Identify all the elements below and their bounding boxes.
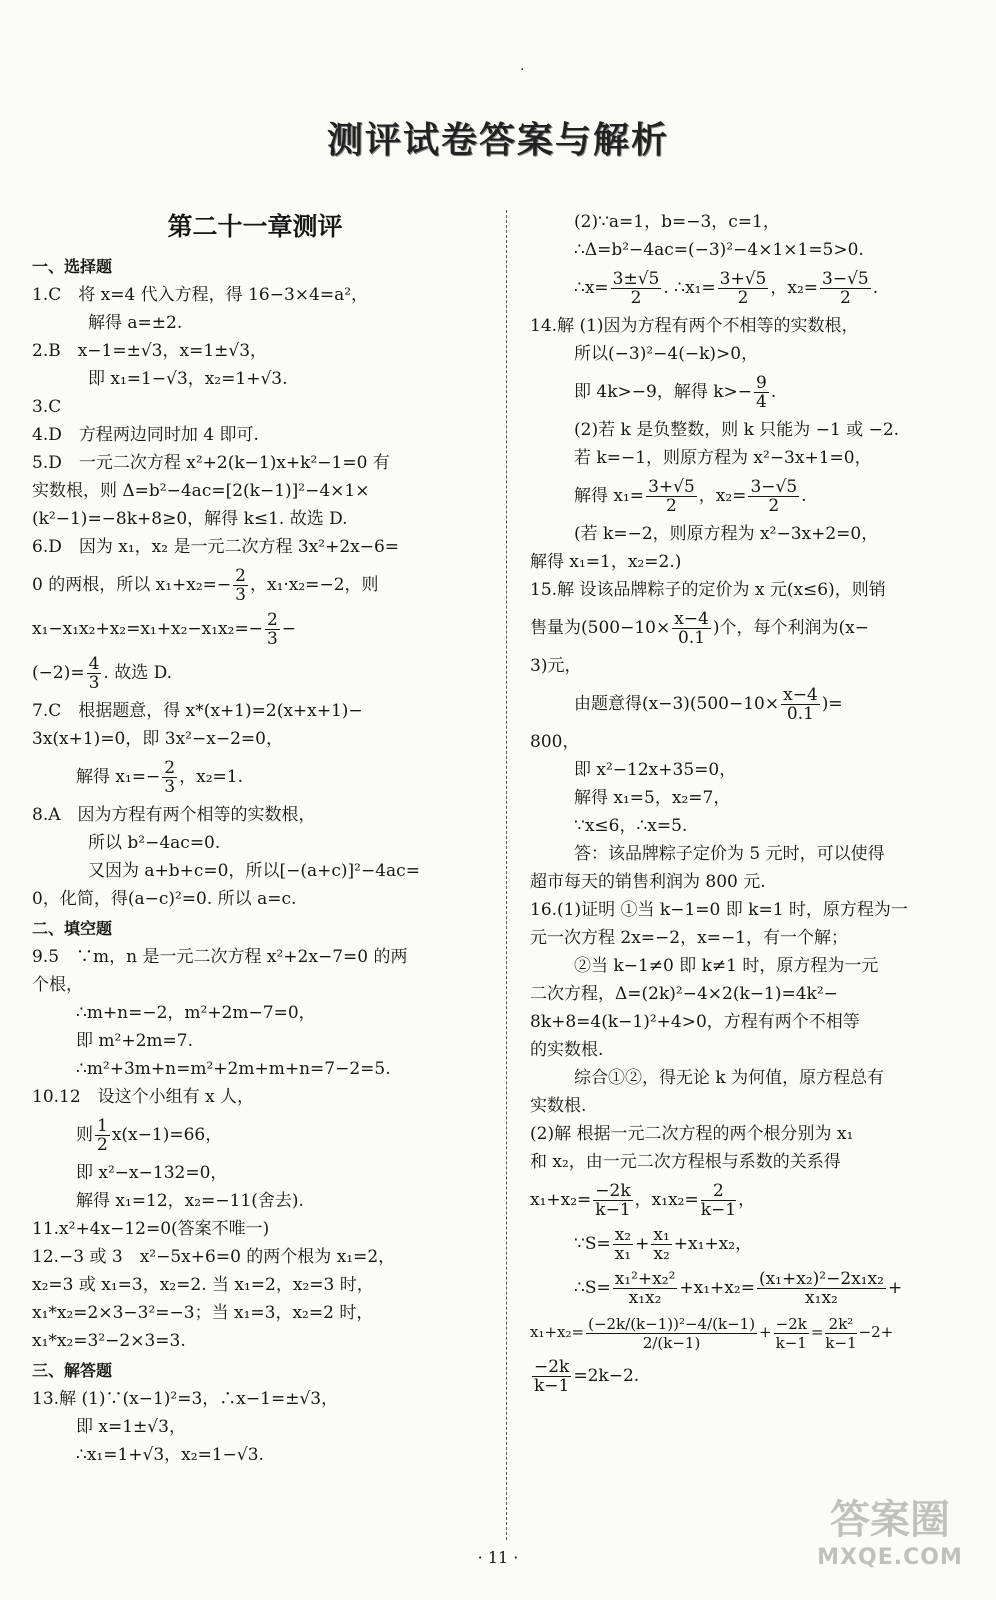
answer-line: 解得 x₁=− $\frac{2}{3}$ ，x₂=1.	[76, 758, 243, 797]
right-column	[524, 208, 970, 1400]
answer-line: 解得 x₁=5，x₂=7，	[574, 788, 731, 808]
fraction: $\frac{1}{2}$	[97, 1116, 108, 1155]
answer-line: 所以(−3)²−4(−k)>0，	[574, 344, 759, 364]
fraction: $\frac{\text{(x₁+x₂)²−2x₁x₂}}{\text{x₁x₂}}$	[758, 1269, 884, 1308]
answer-line: (若 k=−2，则原方程为 x²−3x+2=0，	[574, 524, 879, 544]
answer-line: 7.C 根据题意，得 x*(x+1)=2(x+x+1)−	[32, 701, 363, 721]
answer-line: 800，	[530, 732, 580, 752]
answer-line: x₁−x₁x₂+x₂=x₁+x₂−x₁x₂=− $\frac{2}{3}$ −	[32, 610, 297, 649]
answer-line: 即 m²+2m=7.	[76, 1031, 193, 1051]
answer-line: 由题意得(x−3)(500−10× $\frac{x-4}{0.1}$ )=	[574, 685, 843, 724]
answer-line: ∴m+n=−2，m²+2m−7=0，	[76, 1003, 316, 1023]
answer-line: (2)解 根据一元二次方程的两个根分别为 x₁	[530, 1124, 854, 1144]
answer-line: ∴Δ=b²−4ac=(−3)²−4×1×1=5>0.	[574, 240, 864, 260]
answer-line: 即 x²−x−132=0，	[76, 1163, 228, 1183]
answer-line: 即 x²−12x+35=0，	[574, 760, 737, 780]
answer-line: ∵x≤6，∴x=5.	[574, 816, 688, 836]
fraction: $\frac{-2k}{k-1}$	[595, 1181, 631, 1220]
fraction: $\frac{x-4}{0.1}$	[783, 685, 818, 724]
answer-line: 16.(1)证明 ①当 k−1=0 即 k=1 时，原方程为一	[530, 900, 908, 920]
answer-line: 超市每天的销售利润为 800 元.	[530, 872, 766, 892]
answer-line: 8k+8=4(k−1)²+4>0，方程有两个不相等	[530, 1012, 860, 1032]
answer-line: 解得 x₁=12，x₂=−11(舍去).	[76, 1191, 304, 1211]
answer-line: 10.12 设这个小组有 x 人，	[32, 1087, 255, 1107]
fraction: $\frac{3-√5}{2}$	[750, 477, 798, 516]
answer-line: x₁*x₂=3²−2×3=3.	[32, 1331, 186, 1351]
left-column	[26, 205, 484, 1469]
section-heading: 三、解答题	[32, 1361, 113, 1380]
fraction: $\frac{2}{k-1}$	[700, 1181, 737, 1220]
column-divider	[506, 210, 507, 1540]
answer-line: 实数根，则 Δ=b²−4ac=[2(k−1)]²−4×1×	[32, 481, 370, 501]
answer-line: 又因为 a+b+c=0，所以[−(a+c)]²−4ac=	[88, 861, 420, 881]
answer-line: (2)若 k 是负整数，则 k 只能为 −1 或 −2.	[574, 420, 900, 440]
fraction: $\frac{-2k}{k-1}$	[775, 1314, 807, 1352]
fraction: $\frac{3+√5}{2}$	[719, 269, 767, 308]
answer-line: 所以 b²−4ac=0.	[88, 833, 221, 853]
answer-line: 的实数根.	[530, 1040, 604, 1060]
answer-line: (2)∵a=1，b=−3，c=1，	[574, 212, 780, 232]
answer-line: ∴m²+3m+n=m²+2m+m+n=7−2=5.	[76, 1059, 391, 1079]
fraction: $\frac{3\pm√5}{2}$	[612, 269, 660, 308]
answer-line: ∴x₁=1+√3，x₂=1−√3.	[76, 1445, 264, 1465]
watermark-text: 答案圈	[830, 1497, 950, 1543]
answer-line: 解得 a=±2.	[88, 313, 183, 333]
answer-line: 3.C	[32, 397, 62, 417]
answer-line: 9.5 ∵m，n 是一元二次方程 x²+2x−7=0 的两	[32, 947, 408, 967]
answer-line: 1.C 将 x=4 代入方程，得 16−3×4=a²，	[32, 285, 369, 305]
answer-line: 6.D 因为 x₁，x₂ 是一元二次方程 3x²+2x−6=	[32, 537, 400, 557]
fraction: $\frac{\text{x₁}}{\text{x₂}}$	[653, 1225, 670, 1264]
fraction: $\frac{x-4}{0.1}$	[674, 609, 709, 648]
page-number: · 11 ·	[477, 1548, 519, 1567]
answer-line: 元一次方程 2x=−2，x=−1，有一个解；	[530, 928, 849, 948]
answer-line: 5.D 一元二次方程 x²+2(k−1)x+k²−1=0 有	[32, 453, 390, 473]
chapter-title: 第二十一章测评	[167, 212, 343, 241]
answer-line: x₂=3 或 x₁=3，x₂=2. 当 x₁=2，x₂=3 时，	[32, 1275, 374, 1295]
answer-line: ∵S= $\frac{\text{x₂}}{\text{x₁}}$ + $\frac{\text{x₁}}{\text{x₂}}$ +x₁+x₂，	[574, 1225, 753, 1264]
answer-line: 售量为(500−10× $\frac{x-4}{0.1}$ )个，每个利润为(x−	[530, 609, 869, 648]
watermark-logo	[800, 1488, 980, 1588]
fraction: $\frac{9}{4}$	[756, 373, 767, 412]
answer-line: 综合①②，得无论 k 为何值，原方程总有	[574, 1068, 885, 1088]
answer-line: 解得 x₁=1，x₂=2.)	[530, 552, 682, 572]
answer-line: 15.解 设该品牌粽子的定价为 x 元(x≤6)，则销	[530, 580, 886, 600]
fraction: $\frac{\text{(−2k/(k−1))²−4/(k−1)}}{2/(k-1)}$	[588, 1314, 756, 1352]
answer-line: $\frac{-2k}{k-1}$ =2k−2.	[534, 1357, 640, 1396]
fraction: $\frac{\text{x₁²+x₂²}}{\text{x₁x₂}}$	[614, 1269, 676, 1308]
answer-line: 2.B x−1=±√3，x=1±√3，	[32, 341, 268, 361]
answer-line: 则 $\frac{1}{2}$ x(x−1)=66，	[76, 1116, 223, 1155]
page-title: 测评试卷答案与解析	[326, 119, 669, 161]
answer-line: ②当 k−1≠0 即 k≠1 时，原方程为一元	[574, 956, 879, 976]
fraction: $\frac{4}{3}$	[88, 654, 100, 693]
answer-line: 11.x²+4x−12=0(答案不唯一)	[32, 1219, 270, 1239]
fraction: $\frac{\text{2k²}}{k-1}$	[825, 1314, 857, 1352]
answer-line: 13.解 (1)∵(x−1)²=3，∴x−1=±√3，	[32, 1389, 339, 1409]
fraction: $\frac{-2k}{k-1}$	[534, 1357, 570, 1396]
answer-line: 0，化简，得(a−c)²=0. 所以 a=c.	[32, 889, 297, 909]
answer-line: x₁+x₂= $\frac{\text{(−2k/(k−1))²−4/(k−1)}}{2/(k-1)}$ + $\frac{-2k}{k-1}$ = $\frac{\text{2k²}}{k-1}$ −2+	[530, 1314, 894, 1352]
answer-line: 4.D 方程两边同时加 4 即可.	[32, 425, 259, 445]
answer-line: (k²−1)=−8k+8≥0，解得 k≤1. 故选 D.	[32, 509, 348, 529]
answer-line: (−2)= $\frac{4}{3}$ . 故选 D.	[32, 654, 173, 693]
section-heading: 二、填空题	[32, 919, 113, 938]
section-heading: 一、选择题	[32, 257, 113, 276]
answer-line: 即 x=1±√3，	[76, 1417, 186, 1437]
answer-line: 若 k=−1，则原方程为 x²−3x+1=0，	[574, 448, 872, 468]
header-dot: ·	[520, 62, 525, 78]
answer-line: 和 x₂，由一元二次方程根与系数的关系得	[530, 1152, 841, 1172]
answer-line: 3x(x+1)=0，即 3x²−x−2=0，	[32, 729, 283, 749]
answer-line: 8.A 因为方程有两个相等的实数根，	[32, 805, 316, 825]
answer-line: ∴x= $\frac{3\pm√5}{2}$ . ∴x₁= $\frac{3+√5}{2}$ ，x₂= $\frac{3-√5}{2}$ .	[574, 269, 879, 308]
fraction: $\frac{2}{3}$	[164, 758, 176, 797]
answer-line: x₁*x₂=2×3−3²=−3；当 x₁=3，x₂=2 时，	[32, 1303, 374, 1323]
fraction: $\frac{2}{3}$	[235, 566, 246, 605]
answer-line: 解得 x₁= $\frac{3+√5}{2}$ ，x₂= $\frac{3-√5}{2}$ .	[574, 477, 807, 516]
watermark-url: MXQE.COM	[817, 1545, 963, 1570]
answer-line: 12.−3 或 3 x²−5x+6=0 的两个根为 x₁=2，	[32, 1247, 396, 1267]
answer-line: 答：该品牌粽子定价为 5 元时，可以使得	[574, 844, 885, 864]
answer-line: ∴S= $\frac{\text{x₁²+x₂²}}{\text{x₁x₂}}$ +x₁+x₂= $\frac{\text{(x₁+x₂)²−2x₁x₂}}{\text{x₁x₂}}$ +	[574, 1269, 903, 1308]
answer-line: 3)元，	[530, 656, 582, 676]
answer-line: 个根，	[32, 975, 83, 995]
fraction: $\frac{2}{3}$	[266, 610, 278, 649]
answer-line: x₁+x₂= $\frac{-2k}{k-1}$ ，x₁x₂= $\frac{2}{k-1}$ ，	[530, 1181, 756, 1220]
fraction: $\frac{\text{x₂}}{\text{x₁}}$	[614, 1225, 632, 1264]
answer-line: 14.解 (1)因为方程有两个不相等的实数根，	[530, 316, 859, 336]
fraction: $\frac{3+√5}{2}$	[648, 477, 695, 516]
answer-line: 0 的两根，所以 x₁+x₂=− $\frac{2}{3}$ ，x₁·x₂=−2，则	[32, 566, 379, 605]
fraction: $\frac{3-√5}{2}$	[822, 269, 869, 308]
answer-line: 实数根.	[530, 1096, 587, 1116]
answer-line: 即 x₁=1−√3，x₂=1+√3.	[88, 369, 288, 389]
answer-line: 二次方程，Δ=(2k)²−4×2(k−1)=4k²−	[530, 984, 838, 1004]
answer-line: 即 4k>−9，解得 k>− $\frac{9}{4}$ .	[574, 373, 777, 412]
